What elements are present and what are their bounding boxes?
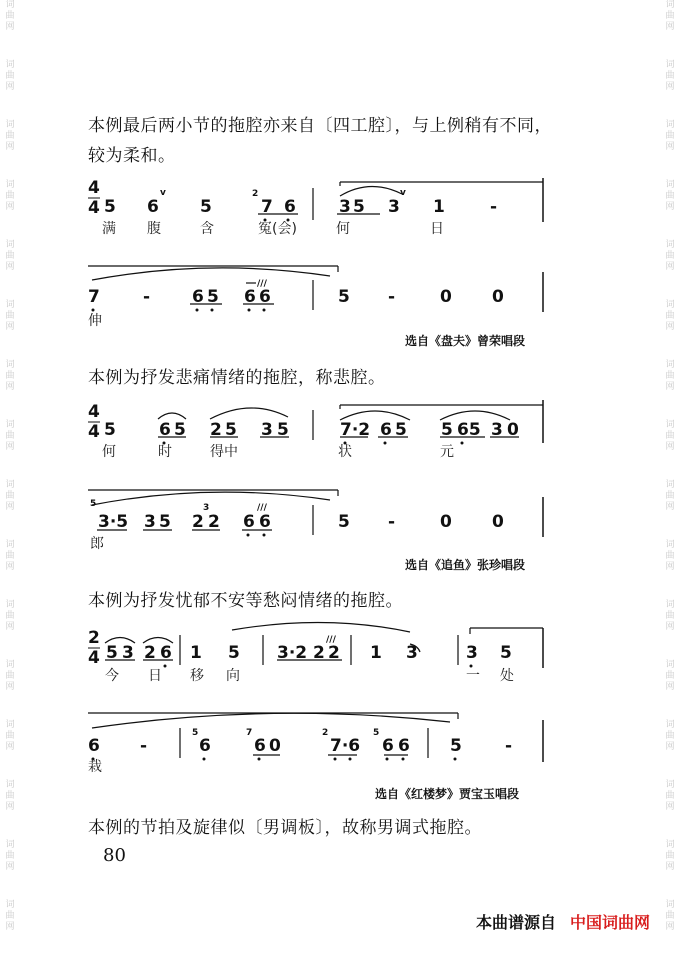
watermark-text: 词 曲 网 (5, 540, 15, 572)
ex3-note: 3 (406, 643, 418, 663)
ex3-grace-5b: 5 (373, 728, 380, 738)
footer-prefix: 本曲谱源自 (475, 913, 556, 932)
ex2-note: 2 (192, 512, 204, 532)
source-caption-2: 选自《追鱼》张珍唱段 (405, 558, 526, 572)
watermark-text: 词 曲 网 (665, 900, 675, 932)
watermark-text: 词 曲 网 (665, 180, 675, 212)
ex2-note: 5 (395, 420, 407, 440)
watermark-text: 词 曲 网 (665, 720, 675, 752)
ex1-note: - (143, 287, 151, 307)
ex1-note: 6 (259, 287, 271, 307)
ex2-note: 5 (174, 420, 186, 440)
ex1-note: 0 (492, 287, 504, 307)
time-sig-1-bottom: 4 (88, 198, 100, 218)
ex2-note: 2 (210, 420, 222, 440)
ex2-note: 3 (491, 420, 503, 440)
ex2-note: 5 (441, 420, 453, 440)
ex3-note: 3 (466, 643, 478, 663)
ex3-lyric: 今 (105, 668, 119, 684)
time-sig-3-bottom: 4 (88, 648, 100, 668)
time-sig-2-top: 4 (88, 402, 100, 422)
watermark-text: 词 曲 网 (665, 120, 675, 152)
ex2-lyric: 郎 (90, 536, 104, 552)
ex2-note: 3 (144, 512, 156, 532)
ex2-note: 0 (507, 420, 519, 440)
ex1-note: 3 (339, 197, 351, 217)
ex1-note: 7 (261, 197, 273, 217)
watermark-text: 词 曲 网 (5, 0, 15, 32)
ex3-note: 6 (254, 736, 266, 756)
ex3-note: 5 (106, 643, 118, 663)
ex1-lyric: 伸 (88, 313, 102, 329)
paragraph-3: 本例为抒发忧郁不安等愁闷情绪的拖腔。 (88, 591, 403, 611)
ex2-note: 3·5 (98, 512, 129, 532)
ex2-lyric: 时 (158, 444, 172, 460)
footer-site: 中国词曲网 (569, 913, 650, 932)
ex2-note: 0 (440, 512, 452, 532)
ex1-note: 6 (244, 287, 256, 307)
page-number: 80 (103, 845, 126, 866)
ex3-note: 7·6 (330, 736, 361, 756)
ex3-note: 2 (313, 643, 325, 663)
ex3-lyric: 一 (466, 668, 480, 684)
svg-text:///: /// (257, 279, 267, 289)
watermark-text: 词 曲 网 (5, 900, 15, 932)
ex3-note: 3 (122, 643, 134, 663)
watermark-text: 词 曲 网 (665, 840, 675, 872)
ex3-note: 6 (88, 736, 100, 756)
watermark-text: 词 曲 网 (665, 360, 675, 392)
source-caption-3: 选自《红楼梦》贾宝玉唱段 (375, 787, 520, 801)
paragraph-2: 本例为抒发悲痛情绪的拖腔，称悲腔。 (88, 368, 386, 388)
source-caption-1: 选自《盘夫》曾荣唱段 (405, 334, 526, 348)
ex3-note: 2 (144, 643, 156, 663)
ex1-note: 7 (88, 287, 100, 307)
ex1-note: 5 (104, 197, 116, 217)
ex3-note: 1 (370, 643, 382, 663)
watermark-text: 词 曲 网 (665, 780, 675, 812)
ex3-lyric: 栽 (88, 759, 102, 775)
watermark-text: 词 曲 网 (665, 660, 675, 692)
ex2-note: 7·2 (340, 420, 371, 440)
paragraph-1-line-2: 较为柔和。 (88, 146, 176, 166)
watermark-text: 词 曲 网 (665, 540, 675, 572)
ex3-note: - (505, 736, 513, 756)
ex1-lyric: 满 (102, 221, 116, 237)
watermark-text: 词 曲 网 (5, 360, 15, 392)
watermark-text: 词 曲 网 (5, 180, 15, 212)
ex2-note: 5 (338, 512, 350, 532)
svg-text:v: v (400, 188, 406, 198)
ex3-lyric: 处 (500, 668, 514, 684)
ex3-note: 6 (160, 643, 172, 663)
watermark-text: 词 曲 网 (5, 60, 15, 92)
ex2-lyric: 得中 (210, 444, 238, 460)
time-sig-3-top: 2 (88, 628, 100, 648)
ex2-note: 5 (225, 420, 237, 440)
ex1-lyric: 日 (430, 221, 444, 237)
ex1-note: - (490, 197, 498, 217)
watermark-text: 词 曲 网 (665, 600, 675, 632)
ex2-note: - (388, 512, 396, 532)
watermark-text: 词 曲 网 (665, 420, 675, 452)
ex1-lyric: 含 (200, 221, 214, 237)
ex3-note: 0 (269, 736, 281, 756)
watermark-text: 词 曲 网 (5, 840, 15, 872)
svg-text:///: /// (326, 635, 336, 645)
ex1-note: 1 (433, 197, 445, 217)
time-sig-2-bottom: 4 (88, 422, 100, 442)
ex3-note: - (140, 736, 148, 756)
watermark-text: 词 曲 网 (5, 660, 15, 692)
ex1-grace: 2 (252, 189, 259, 199)
ex1-lyric: 冤(会) (258, 221, 297, 237)
ex1-note: 0 (440, 287, 452, 307)
ex3-grace: 5 (192, 728, 199, 738)
ex3-grace: 2 (322, 728, 329, 738)
ex2-note: 0 (492, 512, 504, 532)
ex1-note: 6 (284, 197, 296, 217)
ex3-note: 2 (328, 643, 340, 663)
ex1-note: 5 (353, 197, 365, 217)
svg-text:v: v (160, 188, 166, 198)
ex3-lyric: 向 (226, 668, 240, 684)
svg-text:///: /// (257, 503, 267, 513)
ex2-lyric: 状 (338, 444, 352, 460)
paragraph-4: 本例的节拍及旋律似〔男调板〕，故称男调式拖腔。 (88, 818, 482, 838)
ex1-note: 3 (388, 197, 400, 217)
watermark-text: 词 曲 网 (5, 480, 15, 512)
ex3-grace: 7 (246, 728, 253, 738)
ex2-note: 6 (259, 512, 271, 532)
ex2-note: 6 (159, 420, 171, 440)
watermark-text: 词 曲 网 (665, 60, 675, 92)
paragraph-1-line-1: 本例最后两小节的拖腔亦来自〔四工腔〕，与上例稍有不同， (88, 116, 552, 136)
watermark-text: 词 曲 网 (665, 0, 675, 32)
ex1-note: 5 (338, 287, 350, 307)
ex1-lyric: 腹 (147, 221, 161, 237)
watermark-text: 词 曲 网 (5, 720, 15, 752)
watermark-text: 词 曲 网 (5, 600, 15, 632)
ex1-note: - (388, 287, 396, 307)
ex3-note: 5 (500, 643, 512, 663)
ex2-lyric: 何 (102, 444, 116, 460)
ex3-note: 5 (450, 736, 462, 756)
ex2-note: 2 (208, 512, 220, 532)
ex1-note: 5 (207, 287, 219, 307)
watermark-text: 词 曲 网 (5, 300, 15, 332)
ex2-note: 5 (277, 420, 289, 440)
watermark-text: 词 曲 网 (665, 300, 675, 332)
watermark-text: 词 曲 网 (5, 240, 15, 272)
ex2-grace: 5 (90, 499, 97, 509)
ex3-lyric: 日 (148, 668, 162, 684)
ex2-note: 3 (261, 420, 273, 440)
ex3-note: 6 (398, 736, 410, 756)
watermark-text: 词 曲 网 (5, 780, 15, 812)
ex3-lyric: 移 (190, 668, 204, 684)
ex2-note: 5 (159, 512, 171, 532)
ex1-note: 5 (200, 197, 212, 217)
ex1-note: 6 (147, 197, 159, 217)
watermark-text: 词 曲 网 (5, 120, 15, 152)
watermark-text: 词 曲 网 (665, 240, 675, 272)
ex3-note: 3·2 (277, 643, 308, 663)
watermark-text: 词 曲 网 (665, 480, 675, 512)
watermark-text: 词 曲 网 (5, 420, 15, 452)
ex1-lyric: 何 (336, 221, 350, 237)
ex2-lyric: 元 (440, 444, 454, 460)
ex2-note: 6 (243, 512, 255, 532)
ex2-note: 65 (457, 420, 481, 440)
time-sig-1-top: 4 (88, 178, 100, 198)
ex2-grace: 3 (203, 503, 210, 513)
ex3-note: 5 (228, 643, 240, 663)
ex2-note: 6 (380, 420, 392, 440)
ex2-note: 5 (104, 420, 116, 440)
ex3-note: 6 (199, 736, 211, 756)
ex3-note: 1 (190, 643, 202, 663)
ex3-note: 6 (382, 736, 394, 756)
ex1-note: 6 (192, 287, 204, 307)
